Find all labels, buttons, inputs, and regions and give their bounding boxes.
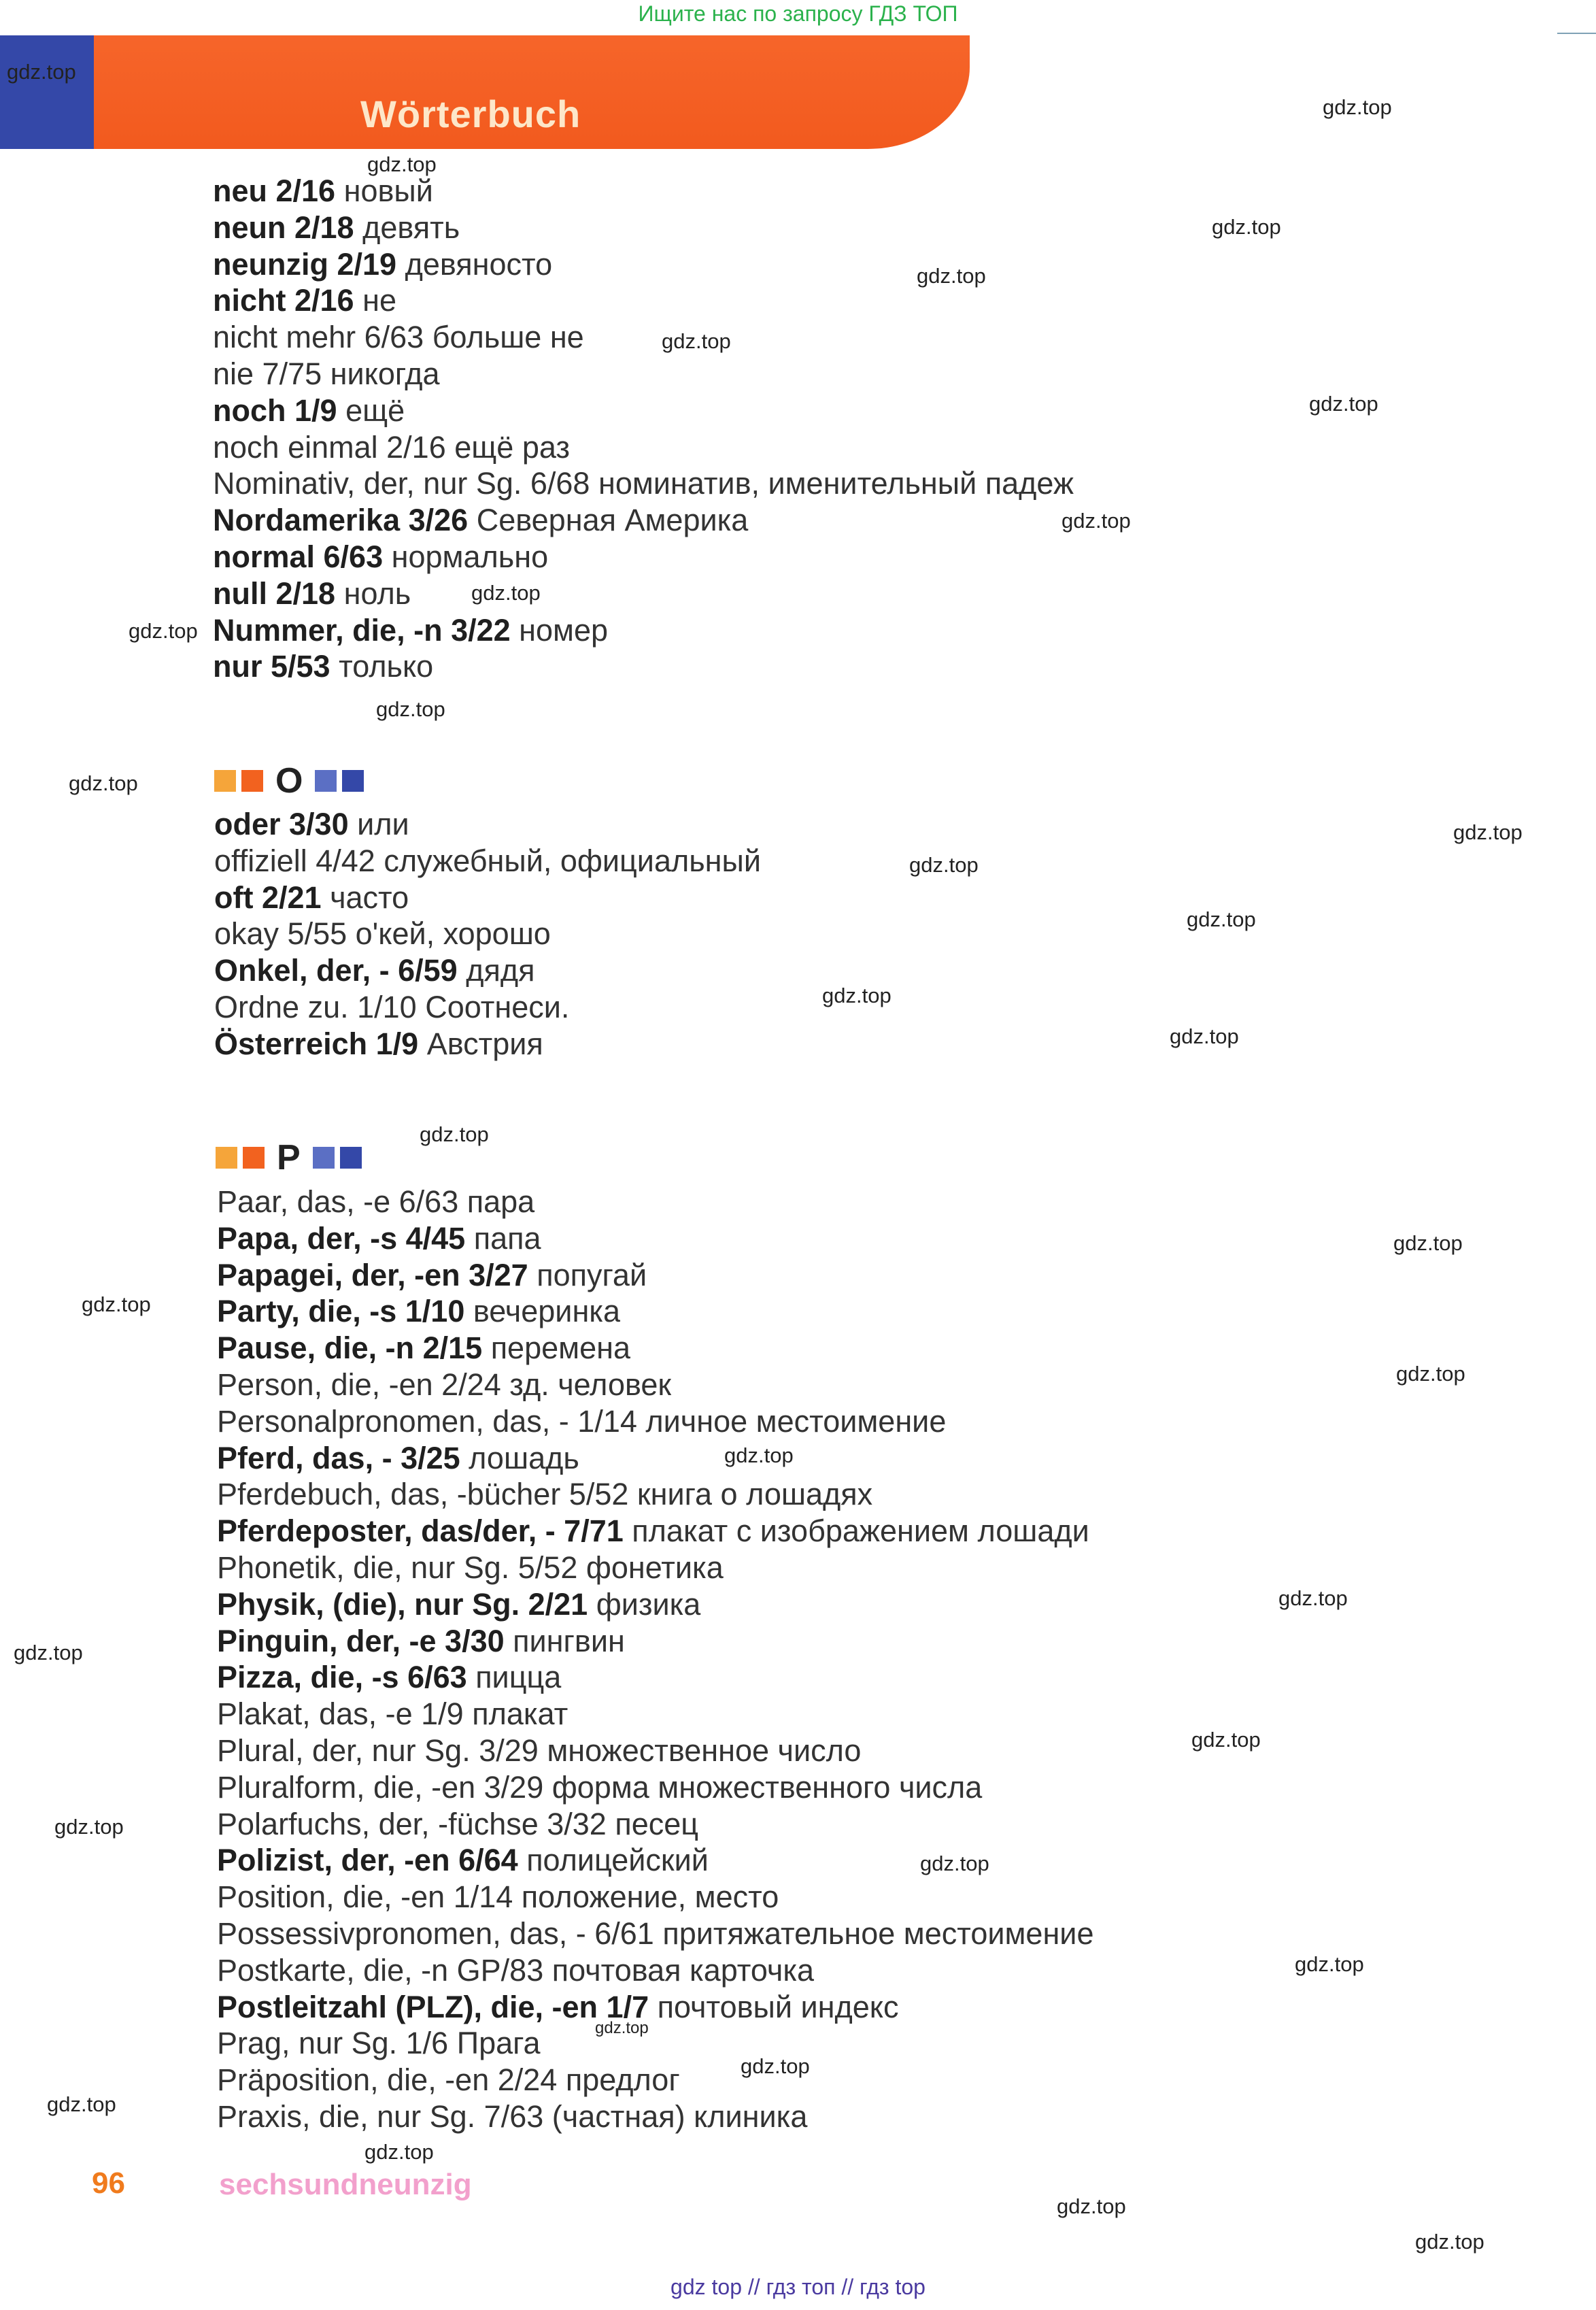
dictionary-entry	[217, 1879, 1093, 1915]
dictionary-entry	[217, 1769, 1093, 1806]
entry-word: neun 2/18	[213, 210, 354, 245]
watermark: gdz.top	[82, 1292, 151, 1316]
entry-translation: нормально	[391, 539, 549, 574]
entry-word: oft 2/21	[214, 880, 322, 915]
dictionary-entry	[214, 843, 761, 880]
letter-p: P	[277, 1138, 301, 1177]
watermark: gdz.top	[420, 1122, 489, 1146]
watermark: gdz.top	[917, 264, 986, 288]
entry-translation: служебный, официальный	[384, 843, 761, 878]
entry-translation: только	[339, 649, 434, 684]
entry-word: Pizza, die, -s 6/63	[217, 1660, 467, 1695]
entry-translation: Соотнеси.	[425, 989, 570, 1024]
entry-translation: личное местоимение	[645, 1403, 947, 1439]
entry-translation: предлог	[565, 2062, 680, 2098]
entry-word: Pferdeposter, das/der, - 7/71	[217, 1513, 624, 1549]
entry-translation: пингвин	[513, 1623, 625, 1658]
dictionary-entry	[214, 880, 761, 916]
dictionary-entry	[213, 648, 1074, 685]
entry-word: null 2/18	[213, 575, 336, 611]
entries-p	[217, 1184, 1093, 2135]
letter-o: O	[275, 761, 303, 801]
entry-translation: ещё раз	[454, 429, 571, 465]
entry-word: neunzig 2/19	[213, 246, 397, 282]
entry-word: nie 7/75	[213, 356, 322, 391]
watermark: gdz.top	[54, 1815, 124, 1839]
entry-translation: притяжательное местоимение	[662, 1915, 1094, 1951]
entry-word: Phonetik, die, nur Sg. 5/52	[217, 1550, 578, 1585]
watermark: gdz.top	[822, 984, 892, 1007]
dictionary-entry	[217, 1257, 1093, 1294]
entry-word: Postleitzahl (PLZ), die, -en 1/7	[217, 1989, 649, 2024]
dictionary-entry	[213, 575, 1074, 612]
page-number: 96	[92, 2166, 125, 2200]
dictionary-entry	[213, 356, 1074, 392]
entry-translation: девять	[362, 210, 460, 245]
dictionary-entry	[217, 1989, 1093, 2026]
watermark: gdz.top	[1453, 820, 1523, 844]
dictionary-entry	[213, 465, 1074, 502]
entry-translation: папа	[473, 1220, 541, 1256]
entry-word: Papagei, der, -en 3/27	[217, 1257, 528, 1292]
entry-word: Paar, das, -e 6/63	[217, 1184, 459, 1219]
watermark: gdz.top	[1170, 1024, 1239, 1048]
watermark: gdz.top	[1415, 2230, 1484, 2254]
entry-translation: больше не	[432, 320, 584, 355]
entry-word: Praxis, die, nur Sg. 7/63	[217, 2098, 544, 2134]
entry-translation: ноль	[343, 575, 411, 611]
entry-translation: Прага	[456, 2026, 541, 2061]
watermark: gdz.top	[741, 2054, 810, 2078]
watermark: gdz.top	[1309, 392, 1378, 416]
entry-word: Nummer, die, -n 3/22	[213, 612, 511, 648]
entry-word: Österreich 1/9	[214, 1026, 419, 1061]
entry-word: Pferdebuch, das, -bücher 5/52	[217, 1477, 629, 1512]
entry-word: Ordne zu. 1/10	[214, 989, 417, 1024]
dictionary-entry	[217, 2098, 1093, 2135]
entry-translation: Австрия	[426, 1026, 543, 1061]
dictionary-entry	[217, 1184, 1093, 1220]
square-light-blue	[315, 770, 337, 792]
dictionary-entry	[214, 1026, 761, 1062]
entry-translation: никогда	[330, 356, 440, 391]
entry-word: Pause, die, -n 2/15	[217, 1330, 483, 1366]
entry-word: noch 1/9	[213, 392, 337, 428]
entry-translation: часто	[330, 880, 409, 915]
entry-translation: пицца	[475, 1660, 562, 1695]
entries-n	[213, 173, 1074, 685]
watermark: gdz.top	[920, 1852, 989, 1875]
square-orange	[243, 1147, 265, 1169]
watermark: gdz.top	[909, 853, 979, 877]
entry-translation: номер	[519, 612, 609, 648]
header-blue-tab	[0, 35, 94, 149]
entry-word: Papa, der, -s 4/45	[217, 1220, 466, 1256]
page-number-word: sechsundneunzig	[219, 2168, 472, 2201]
entry-word: Onkel, der, - 6/59	[214, 953, 458, 988]
entry-word: Postkarte, die, -n GP/83	[217, 1952, 544, 1988]
dictionary-entry	[217, 1220, 1093, 1257]
entry-word: Plakat, das, -e 1/9	[217, 1696, 464, 1732]
entry-translation: лошадь	[469, 1440, 579, 1475]
square-blue	[340, 1147, 362, 1169]
edge-line	[1557, 33, 1596, 34]
watermark: gdz.top	[376, 697, 445, 721]
entry-translation: новый	[343, 173, 433, 208]
entry-translation: книга о лошадях	[636, 1477, 873, 1512]
watermark: gdz.top	[364, 2140, 434, 2164]
entry-word: Possessivpronomen, das, - 6/61	[217, 1915, 654, 1951]
entry-translation: о'кей, хорошо	[355, 916, 551, 952]
watermark: gdz.top	[1212, 215, 1281, 239]
dictionary-entry	[217, 1696, 1093, 1732]
dictionary-entry	[213, 210, 1074, 246]
entry-translation: песец	[615, 1806, 699, 1841]
entry-translation: перемена	[490, 1330, 630, 1366]
entry-translation: или	[357, 807, 409, 841]
entry-translation: зд. человек	[509, 1367, 672, 1402]
dictionary-entry	[217, 1732, 1093, 1769]
entry-word: nicht 2/16	[213, 283, 354, 318]
square-orange	[241, 770, 263, 792]
entry-translation: почтовый индекс	[657, 1989, 899, 2024]
watermark: gdz.top	[1393, 1231, 1463, 1255]
square-light-orange	[214, 770, 236, 792]
watermark: gdz.top	[1396, 1362, 1465, 1386]
entry-translation: форма множественного числа	[551, 1769, 983, 1805]
entry-translation: Северная Америка	[476, 503, 749, 538]
entry-translation: полицейский	[526, 1843, 709, 1878]
dictionary-entry	[217, 2025, 1093, 2062]
letter-heading-p	[216, 1137, 362, 1178]
dictionary-entry	[213, 392, 1074, 429]
entry-word: Polarfuchs, der, -füchse 3/32	[217, 1806, 607, 1841]
entry-translation: (частная) клиника	[551, 2098, 808, 2134]
dictionary-entry	[217, 1623, 1093, 1660]
entry-word: Plural, der, nur Sg. 3/29	[217, 1732, 539, 1768]
square-blue	[342, 770, 364, 792]
entry-translation: фонетика	[585, 1550, 724, 1585]
entry-word: oder 3/30	[214, 807, 349, 841]
watermark: gdz.top	[129, 619, 198, 643]
entry-word: nicht mehr 6/63	[213, 320, 424, 355]
footer-links[interactable]: gdz top // гдз топ // гдз top	[670, 2275, 926, 2299]
watermark: gdz.top	[14, 1641, 83, 1664]
dictionary-entry	[217, 1550, 1093, 1586]
entry-word: Nominativ, der, nur Sg. 6/68	[213, 466, 590, 501]
watermark: gdz.top	[1323, 95, 1392, 119]
entry-translation: положение, место	[521, 1879, 779, 1915]
dictionary-entry	[217, 1367, 1093, 1403]
watermark: gdz.top	[724, 1443, 794, 1467]
entry-translation: вечеринка	[473, 1294, 620, 1329]
entry-word: Physik, (die), nur Sg. 2/21	[217, 1586, 588, 1622]
entry-word: Person, die, -en 2/24	[217, 1367, 501, 1402]
entry-translation: почтовая карточка	[551, 1952, 815, 1988]
dictionary-entry	[213, 319, 1074, 356]
square-light-blue	[313, 1147, 335, 1169]
watermark: gdz.top	[1295, 1952, 1364, 1976]
entry-word: Personalpronomen, das, - 1/14	[217, 1403, 637, 1439]
watermark: gdz.top	[1191, 1728, 1261, 1752]
dictionary-entry	[217, 1952, 1093, 1989]
dictionary-entry	[217, 1330, 1093, 1367]
entry-word: Prag, nur Sg. 1/6	[217, 2026, 449, 2061]
entry-translation: номинатив, именительный падеж	[598, 466, 1074, 501]
entry-word: normal 6/63	[213, 539, 384, 574]
dictionary-entry	[217, 1513, 1093, 1550]
entry-word: Pferd, das, - 3/25	[217, 1440, 460, 1475]
watermark: gdz.top	[47, 2092, 116, 2116]
dictionary-entry	[217, 1476, 1093, 1513]
entry-translation: пара	[466, 1184, 535, 1219]
dictionary-entry	[213, 429, 1074, 466]
watermark: gdz.top	[1057, 2194, 1126, 2218]
dictionary-entry	[217, 2062, 1093, 2098]
entry-word: Polizist, der, -en 6/64	[217, 1843, 518, 1878]
dictionary-entry	[214, 916, 761, 952]
entry-translation: девяносто	[405, 246, 553, 282]
entry-word: Pinguin, der, -e 3/30	[217, 1623, 505, 1658]
dictionary-entry	[214, 952, 761, 989]
watermark: gdz.top	[7, 60, 76, 84]
dictionary-entry	[217, 1440, 1093, 1477]
entry-translation: попугай	[537, 1257, 647, 1292]
dictionary-entry	[217, 1293, 1093, 1330]
watermark: gdz.top	[1278, 1586, 1348, 1610]
entry-translation: плакат с изображением лошади	[632, 1513, 1089, 1549]
dictionary-entry	[217, 1586, 1093, 1623]
square-light-orange	[216, 1147, 237, 1169]
entry-translation: множественное число	[547, 1732, 862, 1768]
watermark: gdz.top	[471, 581, 541, 605]
dictionary-entry	[214, 806, 761, 843]
entry-word: Präposition, die, -en 2/24	[217, 2062, 558, 2098]
watermark: gdz.top	[595, 2019, 649, 2037]
dictionary-entry	[217, 1915, 1093, 1952]
dictionary-entry	[213, 612, 1074, 649]
entries-o	[214, 806, 761, 1062]
entry-word: neu 2/16	[213, 173, 336, 208]
entry-word: nur 5/53	[213, 649, 330, 684]
entry-word: Party, die, -s 1/10	[217, 1294, 465, 1329]
entry-translation: плакат	[472, 1696, 568, 1732]
entry-word: Nordamerika 3/26	[213, 503, 469, 538]
letter-heading-o	[214, 760, 364, 801]
dictionary-entry	[213, 539, 1074, 575]
watermark: gdz.top	[69, 771, 138, 795]
entry-translation: физика	[596, 1586, 701, 1622]
page-title: Wörterbuch	[360, 93, 581, 135]
watermark: gdz.top	[367, 152, 437, 176]
entry-translation: ещё	[345, 392, 405, 428]
entry-word: okay 5/55	[214, 916, 347, 952]
top-note: Ищите нас по запросу ГДЗ ТОП	[638, 1, 958, 26]
watermark: gdz.top	[662, 329, 731, 353]
entry-translation: дядя	[466, 953, 535, 988]
dictionary-entry	[217, 1806, 1093, 1843]
entry-word: noch einmal 2/16	[213, 429, 446, 465]
entry-word: Position, die, -en 1/14	[217, 1879, 513, 1915]
dictionary-entry	[213, 502, 1074, 539]
dictionary-entry	[214, 989, 761, 1026]
dictionary-entry	[217, 1659, 1093, 1696]
entry-word: offiziell 4/42	[214, 843, 375, 878]
dictionary-entry	[213, 173, 1074, 210]
entry-word: Pluralform, die, -en 3/29	[217, 1769, 544, 1805]
watermark: gdz.top	[1187, 907, 1256, 931]
dictionary-entry	[217, 1403, 1093, 1440]
entry-translation: не	[362, 283, 396, 318]
watermark: gdz.top	[1062, 509, 1131, 533]
